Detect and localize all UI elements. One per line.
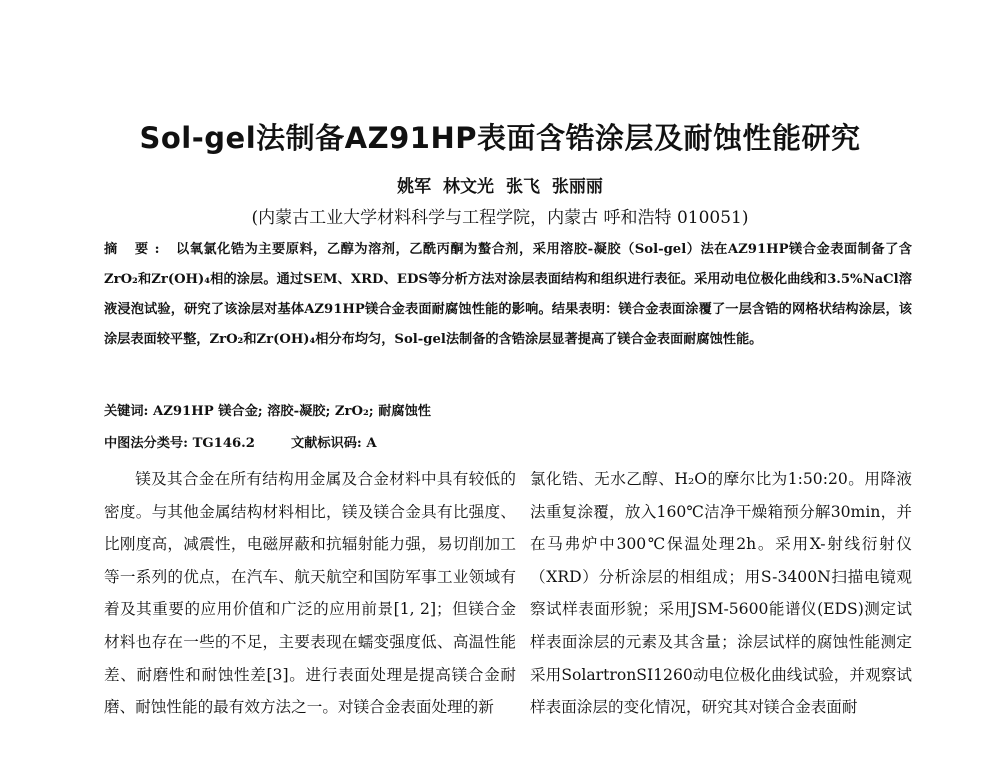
affiliation: (内蒙古工业大学材料科学与工程学院，内蒙古 呼和浩特 010051) [251,208,749,228]
body-column-left: 镁及其合金在所有结构用金属及合金材料中具有较低的密度。与其他金属结构材料相比，镁及镁合金具有比强度、比刚度高，减震性，电磁屏蔽和抗辐射能力强，易切削加工等一系列的优点，在汽车、航天航空和国防军事工业领域有着及其重要的应用价值和广泛的应用前景[1, 2]；但镁合金材料也存在一些的不足，主要表现在蠕变强度低、高温性能差、耐磨性和耐蚀性差[3]。进行表面处理是提高镁合金耐磨、耐蚀性能的最有效方法之一。对镁合金表面处理的新 [104,470,516,717]
clc-number: 中图法分类号: TG146.2 [104,436,255,451]
keywords: 关键词: AZ91HP 镁合金; 溶胶-凝胶; ZrO₂; 耐腐蚀性 [104,404,431,419]
body-column-right: 氯化锆、无水乙醇、H₂O的摩尔比为1:50:20。用降液法重复涂覆，放入160℃洁净干燥箱预分解30min，并在马弗炉中300℃保温处理2h。采用X-射线衍射仪（XRD）分析涂层的相组成；用S-3400N扫描电镜观察试样表面形貌；采用JSM-5600能谱仪(EDS)测定试样表面涂层的元素及其含量；涂层试样的腐蚀性能测定采用SolartronSI1260动电位极化曲线试验，并观察试样表面涂层的变化情况，研究其对镁合金表面耐 [530,470,912,717]
document-code: 文献标识码: A [290,436,377,451]
author-list: 姚军 林文光 张飞 张丽丽 [397,177,603,197]
classification-line [104,432,912,451]
abstract-label: 摘 要: [104,242,166,257]
abstract [104,235,912,355]
paper-title: Sol-gel法制备AZ91HP表面含锆涂层及耐蚀性能研究 [139,121,861,155]
abstract-text: 以氧氯化锆为主要原料，乙醇为溶剂，乙酰丙酮为螯合剂，采用溶胶-凝胶（Sol-gel）法在AZ91HP镁合金表面制备了含ZrO₂和Zr(OH)₄相的涂层。通过SEM、XRD、EDS等分析方法对涂层表面结构和组织进行表征。采用动电位极化曲线和3.5%NaCl溶液浸泡试验，研究了该涂层对基体AZ91HP镁合金表面耐腐蚀性能的影响。结果表明：镁合金表面涂覆了一层含锆的网格状结构涂层，该涂层表面较平整，ZrO₂和Zr(OH)₄相分布均匀，Sol-gel法制备的含锆涂层显著提高了镁合金表面耐腐蚀性能。 [104,242,912,347]
